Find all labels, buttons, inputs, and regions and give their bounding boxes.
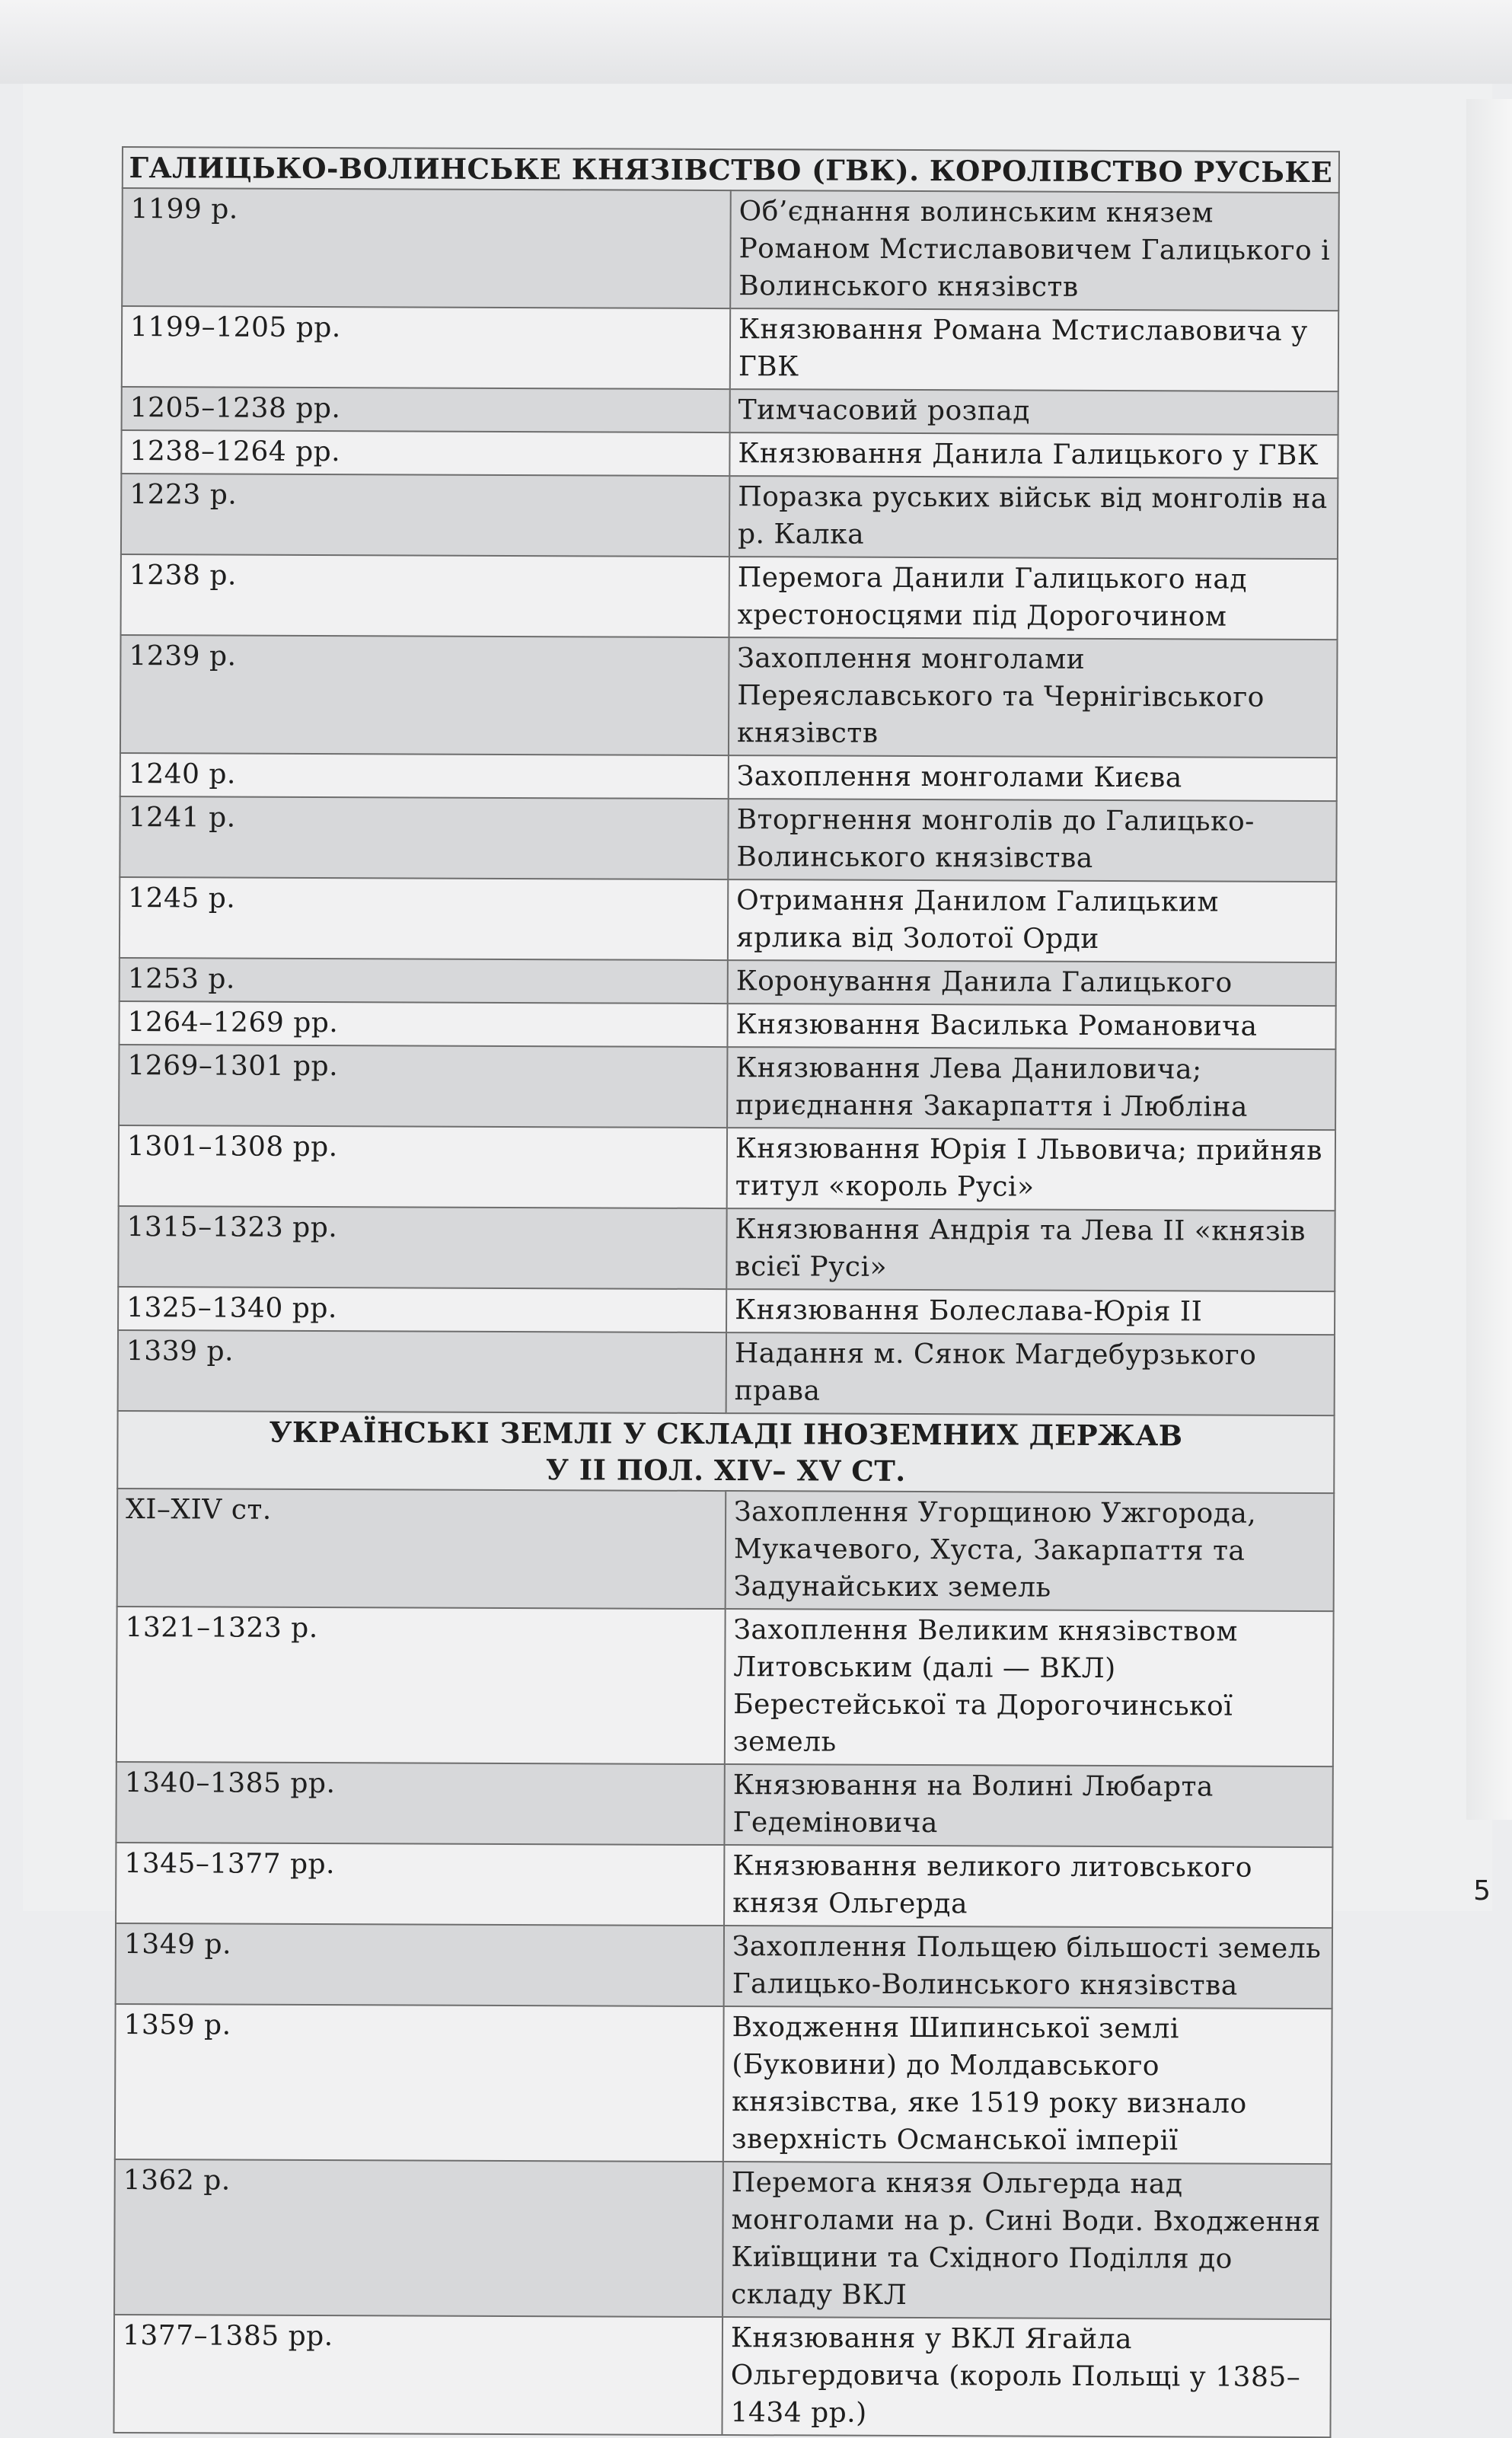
- table-row: [122, 387, 1338, 435]
- table-row: [119, 1125, 1335, 1211]
- chronology-table: [113, 146, 1340, 2438]
- event-cell: Отримання Данилом Галицьким ярлика від Золотої Орди: [728, 879, 1336, 962]
- date-cell: 1223 р.: [121, 474, 729, 557]
- date-cell: 1377–1385 рр.: [113, 2315, 723, 2435]
- event-cell: Захоплення Польщею більшості земель Галицько-Волинського князівства: [724, 1926, 1332, 2009]
- event-cell: Коронування Данила Галицького: [728, 960, 1336, 1006]
- section-title-line: У II ПОЛ. XIV– XV СТ.: [545, 1453, 906, 1488]
- section-title: [123, 147, 1339, 193]
- event-cell: Князювання Андрія та Лева II «князів всієї Русі»: [726, 1208, 1335, 1291]
- table-row: [114, 2159, 1332, 2319]
- date-cell: 1264–1269 рр.: [119, 1001, 727, 1047]
- table-row: [118, 1206, 1335, 1291]
- date-cell: 1241 р.: [120, 796, 728, 879]
- section-title-line: УКРАЇНСЬКІ ЗЕМЛІ У СКЛАДІ ІНОЗЕМНИХ ДЕРЖАВ: [269, 1415, 1183, 1453]
- date-cell: 1359 р.: [115, 2004, 724, 2162]
- table-row: [120, 635, 1338, 758]
- table-row: [122, 188, 1339, 311]
- event-cell: Об’єднання волинським князем Романом Мстиславовичем Галицького і Волинського князівств: [730, 190, 1339, 311]
- event-cell: Князювання Данила Галицького у ГВК: [729, 432, 1338, 478]
- event-cell: Перемога Данили Галицького над хрестоносцями під Дорогочином: [729, 557, 1338, 640]
- event-cell: Поразка руських військ від монголів на р. Калка: [729, 476, 1338, 559]
- section-title-line: ГАЛИЦЬКО-ВОЛИНСЬКЕ КНЯЗІВСТВО (ГВК). КОРОЛІВСТВО РУСЬКЕ: [129, 151, 1333, 190]
- date-cell: 1340–1385 рр.: [116, 1762, 724, 1845]
- event-cell: Князювання Романа Мстиславовича у ГВК: [730, 308, 1338, 391]
- date-cell: XI–XIV ст.: [117, 1489, 726, 1609]
- table-row: [116, 1843, 1332, 1928]
- event-cell: Князювання Василька Романовича: [727, 1004, 1335, 1049]
- event-cell: Надання м. Сянок Магдебурзького права: [726, 1332, 1335, 1415]
- table-row: [120, 877, 1336, 962]
- table-row: [121, 430, 1338, 478]
- table-row: [122, 306, 1338, 391]
- date-cell: 1315–1323 рр.: [118, 1206, 726, 1289]
- table-row: [121, 474, 1338, 559]
- section-header: [123, 147, 1339, 193]
- event-cell: Князювання на Волині Любарта Гедеміновича: [724, 1764, 1332, 1847]
- date-cell: 1240 р.: [120, 753, 729, 799]
- date-cell: 1321–1323 р.: [116, 1607, 726, 1764]
- date-cell: 1238 р.: [121, 554, 729, 637]
- date-cell: 1325–1340 рр.: [118, 1287, 726, 1332]
- date-cell: 1301–1308 рр.: [119, 1125, 727, 1208]
- event-cell: Захоплення монголами Києва: [729, 755, 1337, 801]
- table-row: [115, 2004, 1332, 2164]
- date-cell: 1199 р.: [122, 188, 731, 308]
- table-row: [113, 2315, 1331, 2437]
- date-cell: 1205–1238 рр.: [122, 387, 730, 432]
- date-cell: 1245 р.: [120, 877, 728, 960]
- table-row: [118, 1287, 1335, 1335]
- date-cell: 1238–1264 рр.: [121, 430, 729, 476]
- event-cell: Князювання великого литовського князя Ольгерда: [724, 1845, 1332, 1928]
- table-row: [120, 753, 1337, 801]
- date-cell: 1239 р.: [120, 635, 729, 755]
- event-cell: Князювання у ВКЛ Ягайла Ольгердовича (король Польщі у 1385–1434 рр.): [722, 2317, 1331, 2437]
- table-row: [118, 1330, 1335, 1415]
- table-row: [121, 554, 1338, 640]
- table-row: [116, 1607, 1334, 1766]
- event-cell: Захоплення Угорщиною Ужгорода, Мукачевого, Хуста, Закарпаття та Задунайських земель: [726, 1491, 1335, 1611]
- date-cell: 1339 р.: [118, 1330, 726, 1413]
- table-row: [116, 1762, 1332, 1847]
- table-row: [117, 1489, 1335, 1611]
- page-edge: [1466, 99, 1512, 1820]
- table-row: [120, 958, 1336, 1006]
- date-cell: 1269–1301 рр.: [119, 1045, 727, 1128]
- event-cell: Входження Шипинської землі (Буковини) до Молдавського князівства, яке 1519 року визнало зверхність Османської імперії: [723, 2006, 1332, 2164]
- section-header: [117, 1411, 1334, 1493]
- event-cell: Тимчасовий розпад: [730, 389, 1338, 435]
- table-row: [119, 1045, 1335, 1130]
- table-row: [116, 1923, 1332, 2009]
- table-row: [119, 1001, 1335, 1049]
- page-number: 5: [1473, 1875, 1491, 1907]
- event-cell: Князювання Лева Даниловича; приєднання Закарпаття і Любліна: [727, 1047, 1335, 1130]
- event-cell: Захоплення монголами Переяславського та Чернігівського князівств: [729, 637, 1338, 758]
- date-cell: 1199–1205 рр.: [122, 306, 730, 389]
- date-cell: 1362 р.: [114, 2159, 723, 2317]
- event-cell: Вторгнення монголів до Галицько-Волинського князівства: [728, 799, 1336, 882]
- chronology-table-body: [113, 147, 1339, 2437]
- event-cell: Князювання Болеслава-Юрія II: [726, 1289, 1335, 1335]
- section-title: [117, 1411, 1334, 1493]
- event-cell: Захоплення Великим князівством Литовським (далі — ВКЛ) Берестейської та Дорогочинської земель: [725, 1609, 1334, 1766]
- date-cell: 1349 р.: [116, 1923, 724, 2006]
- date-cell: 1253 р.: [120, 958, 728, 1004]
- photo-background: [0, 0, 1512, 84]
- table-row: [120, 796, 1336, 882]
- event-cell: Князювання Юрія I Львовича; прийняв титул «король Русі»: [727, 1128, 1335, 1211]
- event-cell: Перемога князя Ольгерда над монголами на р. Сині Води. Входження Київщини та Східного Поділля до складу ВКЛ: [723, 2162, 1332, 2319]
- date-cell: 1345–1377 рр.: [116, 1843, 724, 1926]
